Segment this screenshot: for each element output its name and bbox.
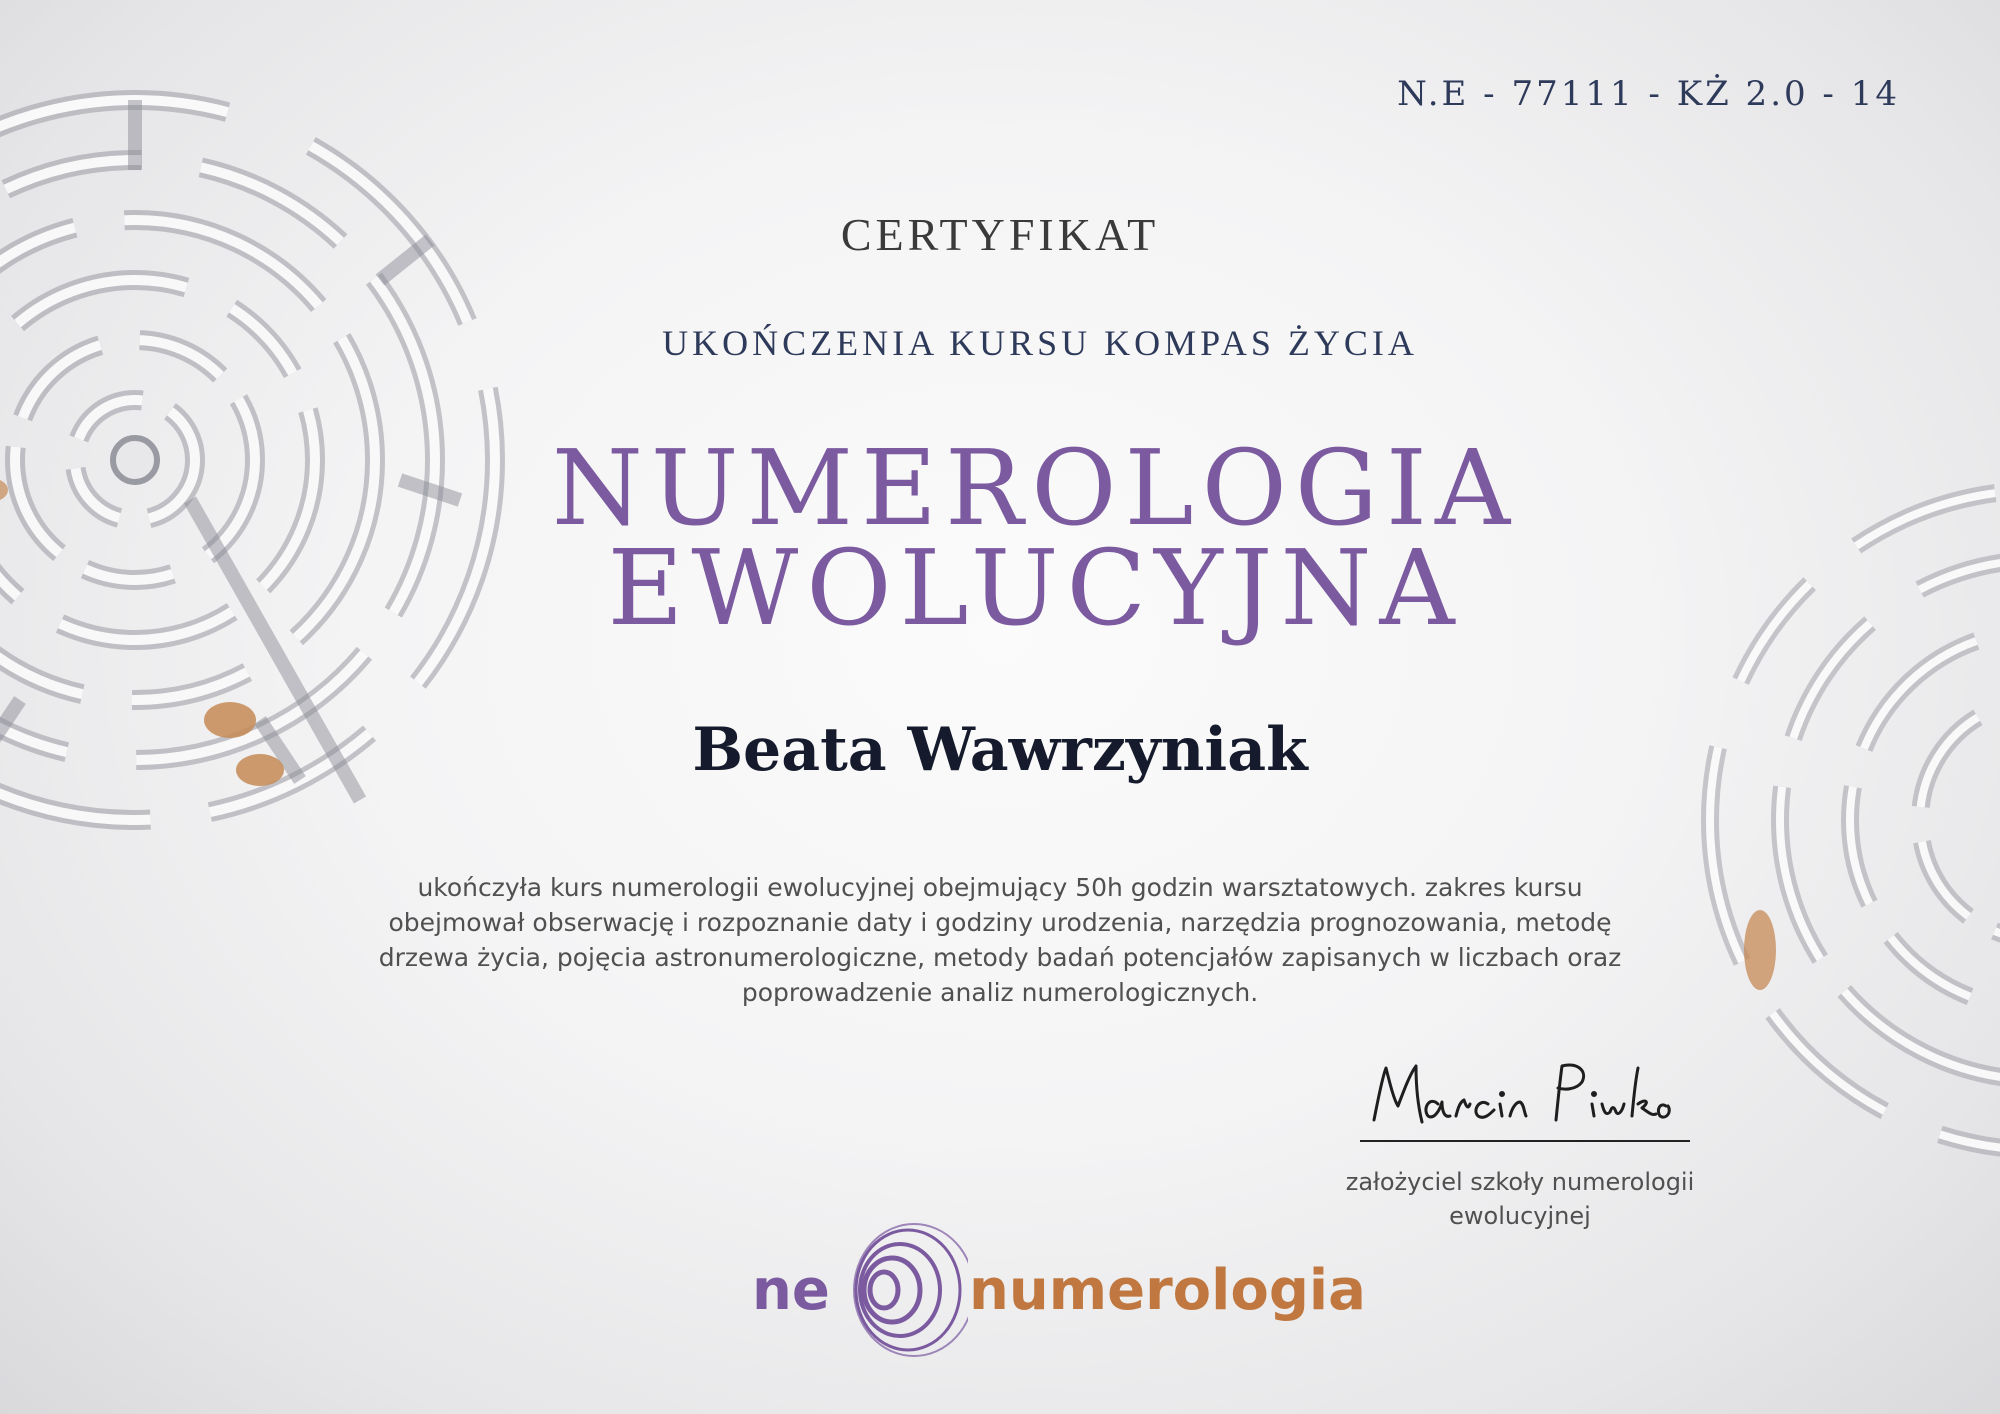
school-logo (740, 1210, 1366, 1360)
course-name-line-2: EWOLUCYJNA (607, 527, 1463, 649)
recipient-name: Beata Wawrzyniak (692, 715, 1308, 785)
logo-wordmark: numerologia (969, 1258, 1366, 1323)
certificate-number: N.E - 77111 - KŻ 2.0 - 14 (1397, 74, 1900, 114)
course-name-line-1: NUMEROLOGIA (551, 427, 1519, 549)
certificate-title: CERTYFIKAT (840, 209, 1160, 260)
logo-prefix: ne (752, 1258, 830, 1323)
spiral-circles-icon (848, 1218, 968, 1358)
certificate-subtitle: UKOŃCZENIA KURSU KOMPAS ŻYCIA (662, 323, 1418, 363)
signature-role: założyciel szkoły numerologii ewolucyjnej (1345, 1168, 1695, 1230)
course-description: ukończyła kurs numerologii ewolucyjnej obejmujący 50h godzin warsztatowych. zakres kursu obejmował obserwację i rozpoznanie daty i godziny urodzenia, narzędzia prognozowania, metodę drzewa życia, pojęcia astronumerologiczne, metody badań potencjałów zapisanych w liczbach oraz poprowadzenie analiz numerologicznych. (378, 873, 1622, 1007)
signature (1360, 1050, 1690, 1142)
handwritten-signature (1360, 1050, 1690, 1140)
